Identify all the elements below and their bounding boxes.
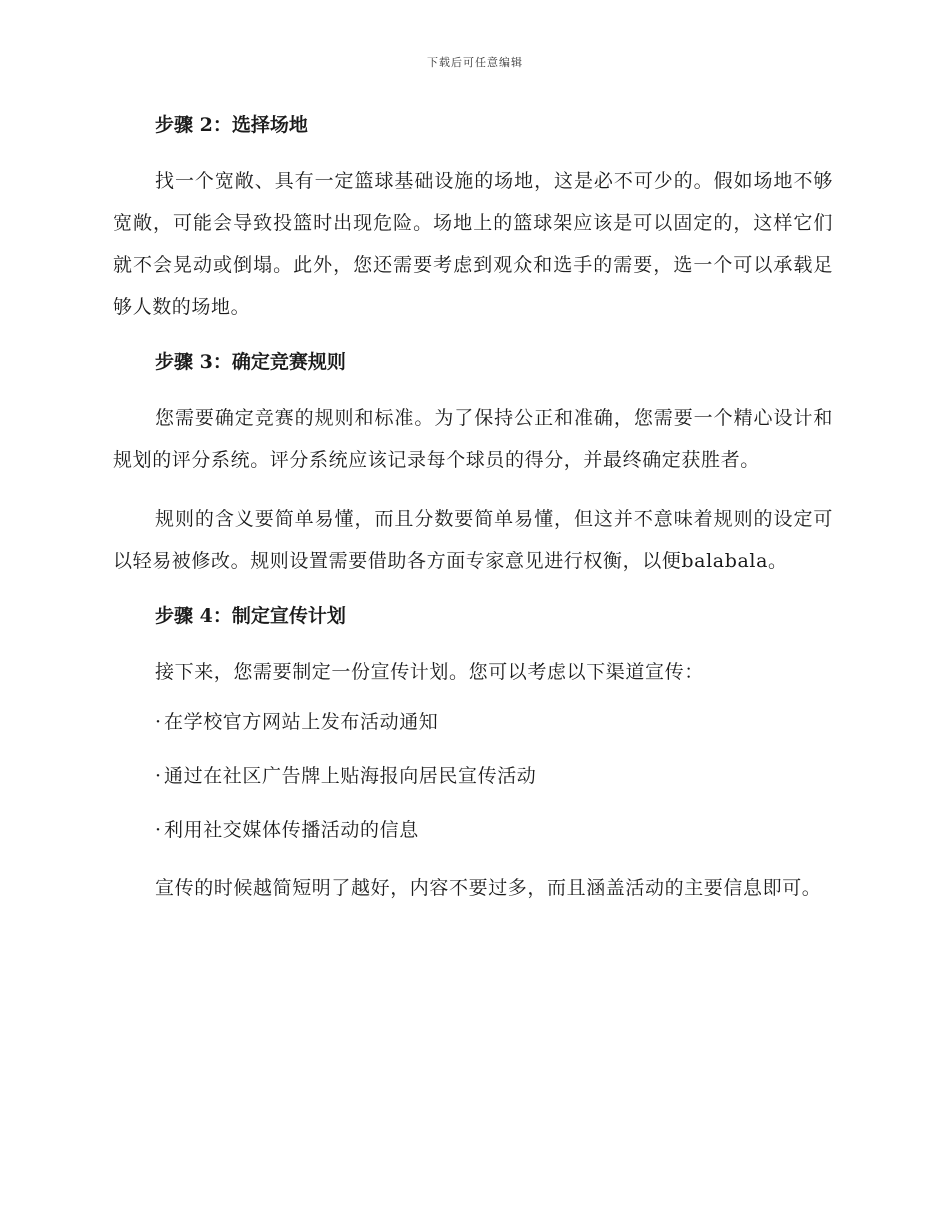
list-item-text: 通过在社区广告牌上贴海报向居民宣传活动 [164, 765, 537, 787]
bullet-marker: · [155, 765, 162, 787]
section-heading-step-4: 步骤 4：制定宣传计划 [155, 605, 346, 627]
page-header-text: 下载后可任意编辑 [427, 56, 523, 69]
bullet-marker: · [155, 711, 162, 733]
list-item [113, 759, 833, 793]
document-body [113, 108, 833, 926]
list-item [113, 813, 833, 847]
paragraph-promo-intro: 接下来，您需要制定一份宣传计划。您可以考虑以下渠道宣传： [155, 661, 704, 683]
section-heading-step-3: 步骤 3：确定竞赛规则 [155, 351, 346, 373]
paragraph-rules-meaning: 规则的含义要简单易懂，而且分数要简单易懂，但这并不意味着规则的设定可以轻易被修改。规则设置需要借助各方面专家意见进行权衡，以便balabala。 [113, 508, 833, 572]
paragraph-venue: 找一个宽敞、具有一定篮球基础设施的场地，这是必不可少的。假如场地不够宽敞，可能会导致投篮时出现危险。场地上的篮球架应该是可以固定的，这样它们就不会晃动或倒塌。此外，您还需要考虑到观众和选手的需要，选一个可以承载足够人数的场地。 [113, 170, 833, 318]
paragraph-promo-closing: 宣传的时候越简短明了越好，内容不要过多，而且涵盖活动的主要信息即可。 [155, 877, 822, 899]
paragraph-rules-standards: 您需要确定竞赛的规则和标准。为了保持公正和准确，您需要一个精心设计和规划的评分系统。评分系统应该记录每个球员的得分，并最终确定获胜者。 [113, 407, 833, 471]
list-item [113, 705, 833, 739]
bullet-marker: · [155, 819, 162, 841]
list-item-text: 在学校官方网站上发布活动通知 [164, 711, 439, 733]
list-item-text: 利用社交媒体传播活动的信息 [164, 819, 419, 841]
section-heading-step-2: 步骤 2：选择场地 [155, 114, 308, 136]
